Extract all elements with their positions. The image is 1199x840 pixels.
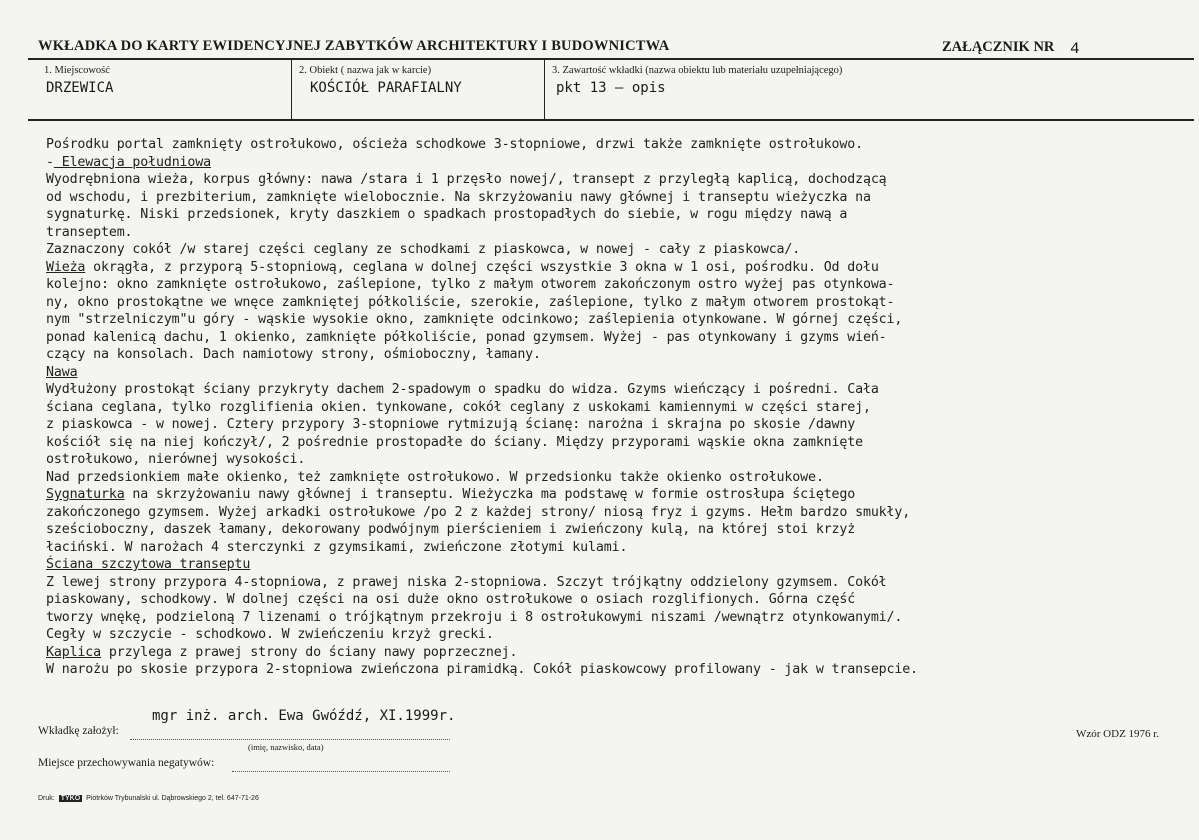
text-line: nym "strzelniczym"u góry - wąskie wysokie okno, zamknięte odcinkowo; zaślepienia otynkowane. W górnej części, <box>46 312 903 327</box>
field-divider-1 <box>291 60 292 120</box>
text-line: Sygnaturka na skrzyżowaniu nawy głównej i transeptu. Wieżyczka ma podstawę w formie ostrosłupa ściętego <box>46 487 856 502</box>
made-by-label: Wkładkę założył: <box>38 725 119 737</box>
text-line: łaciński. W narożach 4 sterczynki z gzymsikami, zwieńczone złotymi kulami. <box>46 539 628 555</box>
section-heading-transept-gable: Ściana szczytowa transeptu <box>46 557 251 572</box>
section-heading-nave: Nawa <box>46 364 78 380</box>
printer-info: Druk: TYKO Piotrków Trybunalski ul. Dąbrowskiego 2, tel. 647-71-26 <box>38 795 259 802</box>
field-locality-value: DRZEWICA <box>46 80 114 96</box>
text-line: Pośrodku portal zamknięty ostrołukowo, ościeża schodkowe 3-stopniowe, drzwi także zamknięte ostrołukowo. <box>46 137 863 152</box>
text-line: Nad przedsionkiem małe okienko, też zamknięte ostrołukowo. W przedsionku także okienko ostrołukowe. <box>46 469 824 485</box>
text-line: ostrołukowo, nierównej wysokości. <box>46 452 306 467</box>
text-line: - Elewacja południowa <box>46 154 211 170</box>
field-contents-value: pkt 13 – opis <box>556 80 666 96</box>
author-signature: mgr inż. arch. Ewa Gwóźdź, XI.1999r. <box>152 708 456 724</box>
text-line: ponad kalenicą dachu, 1 okienko, zamknięte półkoliście, ponad gzymsem. Wyżej - pas otynkowany i gzyms wień- <box>46 329 887 345</box>
made-by-hint: (imię, nazwisko, data) <box>248 742 324 752</box>
section-heading-bell-turret: Sygnaturka <box>46 487 125 502</box>
text-line: tworzy wnękę, podzieloną 7 lizenami o trójkątnym przekroju i 8 ostrołukowymi niszami /wewnątrz otynkowanymi/. <box>46 609 903 625</box>
attachment-label: ZAŁĄCZNIK NR <box>942 39 1055 55</box>
field-contents-label: 3. Zawartość wkładki (nazwa obiektu lub materiału uzupełniającego) <box>552 65 843 76</box>
text-line: Z lewej strony przypora 4-stopniowa, z prawej niska 2-stopniowa. Szczyt trójkątny oddzielony gzymsem. Cokół <box>46 574 887 590</box>
text-line: sześcioboczny, daszek łamany, dekorowany podwójnym pierścieniem i zwieńczony kulą, na której stoi krzyż <box>46 522 856 537</box>
text-line: sygnaturkę. Niski przedsionek, kryty daszkiem o spadkach prostopadłych do siebie, w rogu między nawą a <box>46 207 848 222</box>
negatives-dotted-line <box>232 770 450 772</box>
printer-logo: TYKO <box>60 795 81 802</box>
text-line: Cegły w szczycie - schodkowo. W zwieńczeniu krzyż grecki. <box>46 627 494 642</box>
text-line: kościół się na niej kończył/, 2 pośrednie prostopadłe do ściany. Między przyporami wąskie okna zamknięte <box>46 434 863 450</box>
attachment-number <box>942 38 1080 56</box>
header-rule <box>28 58 1194 60</box>
form-title: WKŁADKA DO KARTY EWIDENCYJNEJ ZABYTKÓW ARCHITEKTURY I BUDOWNICTWA <box>38 38 670 54</box>
text-line: Wydłużony prostokąt ściany przykryty dachem 2-spadowym o spadku do widza. Gzyms wieńczący i pośredni. Cała <box>46 382 879 397</box>
attachment-number-value: 4 <box>1070 40 1080 58</box>
text-line: czący na konsolach. Dach namiotowy strony, ośmioboczny, łamany. <box>46 347 541 362</box>
template-version: Wzór ODZ 1976 r. <box>1076 728 1160 740</box>
text-line: piaskowany, schodkowy. W dolnej części na osi duże okno ostrołukowe o osiach rozglifionych. Górna część <box>46 592 856 607</box>
field-object-label: 2. Obiekt ( nazwa jak w karcie) <box>299 65 432 76</box>
section-heading-south-elevation: Elewacja południowa <box>53 154 211 170</box>
section-heading-chapel: Kaplica <box>46 644 101 660</box>
text-line: Wieża okrągła, z przyporą 5-stopniową, ceglana w dolnej części wszystkie 3 okna w 1 osi, pośrodku. Od dołu <box>46 259 879 275</box>
negatives-location-label: Miejsce przechowywania negatywów: <box>38 757 215 769</box>
text-line: Zaznaczony cokół /w starej części ceglany ze schodkami z piaskowca, w nowej - cały z piaskowca/. <box>46 242 801 257</box>
text-line <box>46 556 1191 574</box>
text-line: Kaplica przylega z prawej strony do ściany nawy poprzecznej. <box>46 644 518 660</box>
made-by-dotted-line <box>130 738 450 740</box>
section-heading-tower: Wieża <box>46 259 86 275</box>
text-line: ściana ceglana, tylko rozglifienia okien. tynkowane, cokół ceglany z uskokami kamiennymi w części starej, <box>46 399 871 415</box>
text-line: W narożu po skosie przypora 2-stopniowa zwieńczona piramidką. Cokół piaskowcowy profilowany - jak w transepcie. <box>46 662 918 677</box>
text-line: z piaskowca - w nowej. Cztery przypory 3-stopniowe rytmizują ścianę: narożna i skrajna po skosie /dawny <box>46 417 856 432</box>
text-line: od wschodu, i prezbiterium, zamknięte wielobocznie. Na skrzyżowaniu nawy głównej i transeptu wieżyczka na <box>46 189 871 205</box>
field-locality-label: 1. Miejscowość <box>44 65 110 76</box>
text-line: ny, okno prostokątne we wnęce zamkniętej półkoliście, szerokie, zaślepione, tylko z małym otworem prostokąt- <box>46 294 895 310</box>
field-object-value: KOŚCIÓŁ PARAFIALNY <box>310 80 462 96</box>
text-line: kolejno: okno zamknięte ostrołukowo, zaślepione, tylko z małym otworem zakończonym ostro wyżej pas otynkowa- <box>46 277 895 292</box>
text-line: transeptem. <box>46 224 133 240</box>
text-line <box>46 364 1191 382</box>
fields-bottom-rule <box>28 119 1194 121</box>
text-line: zakończonego gzymsem. Wyżej arkadki ostrołukowe /po 2 z każdej strony/ niosą fryz i gzyms. Hełm bardzo smukły, <box>46 504 911 520</box>
description-text <box>46 136 1191 679</box>
field-divider-2 <box>544 60 545 120</box>
text-line: Wyodrębniona wieża, korpus główny: nawa /stara i 1 przęsło nowej/, transept z przyległą kaplicą, dochodzącą <box>46 172 887 187</box>
